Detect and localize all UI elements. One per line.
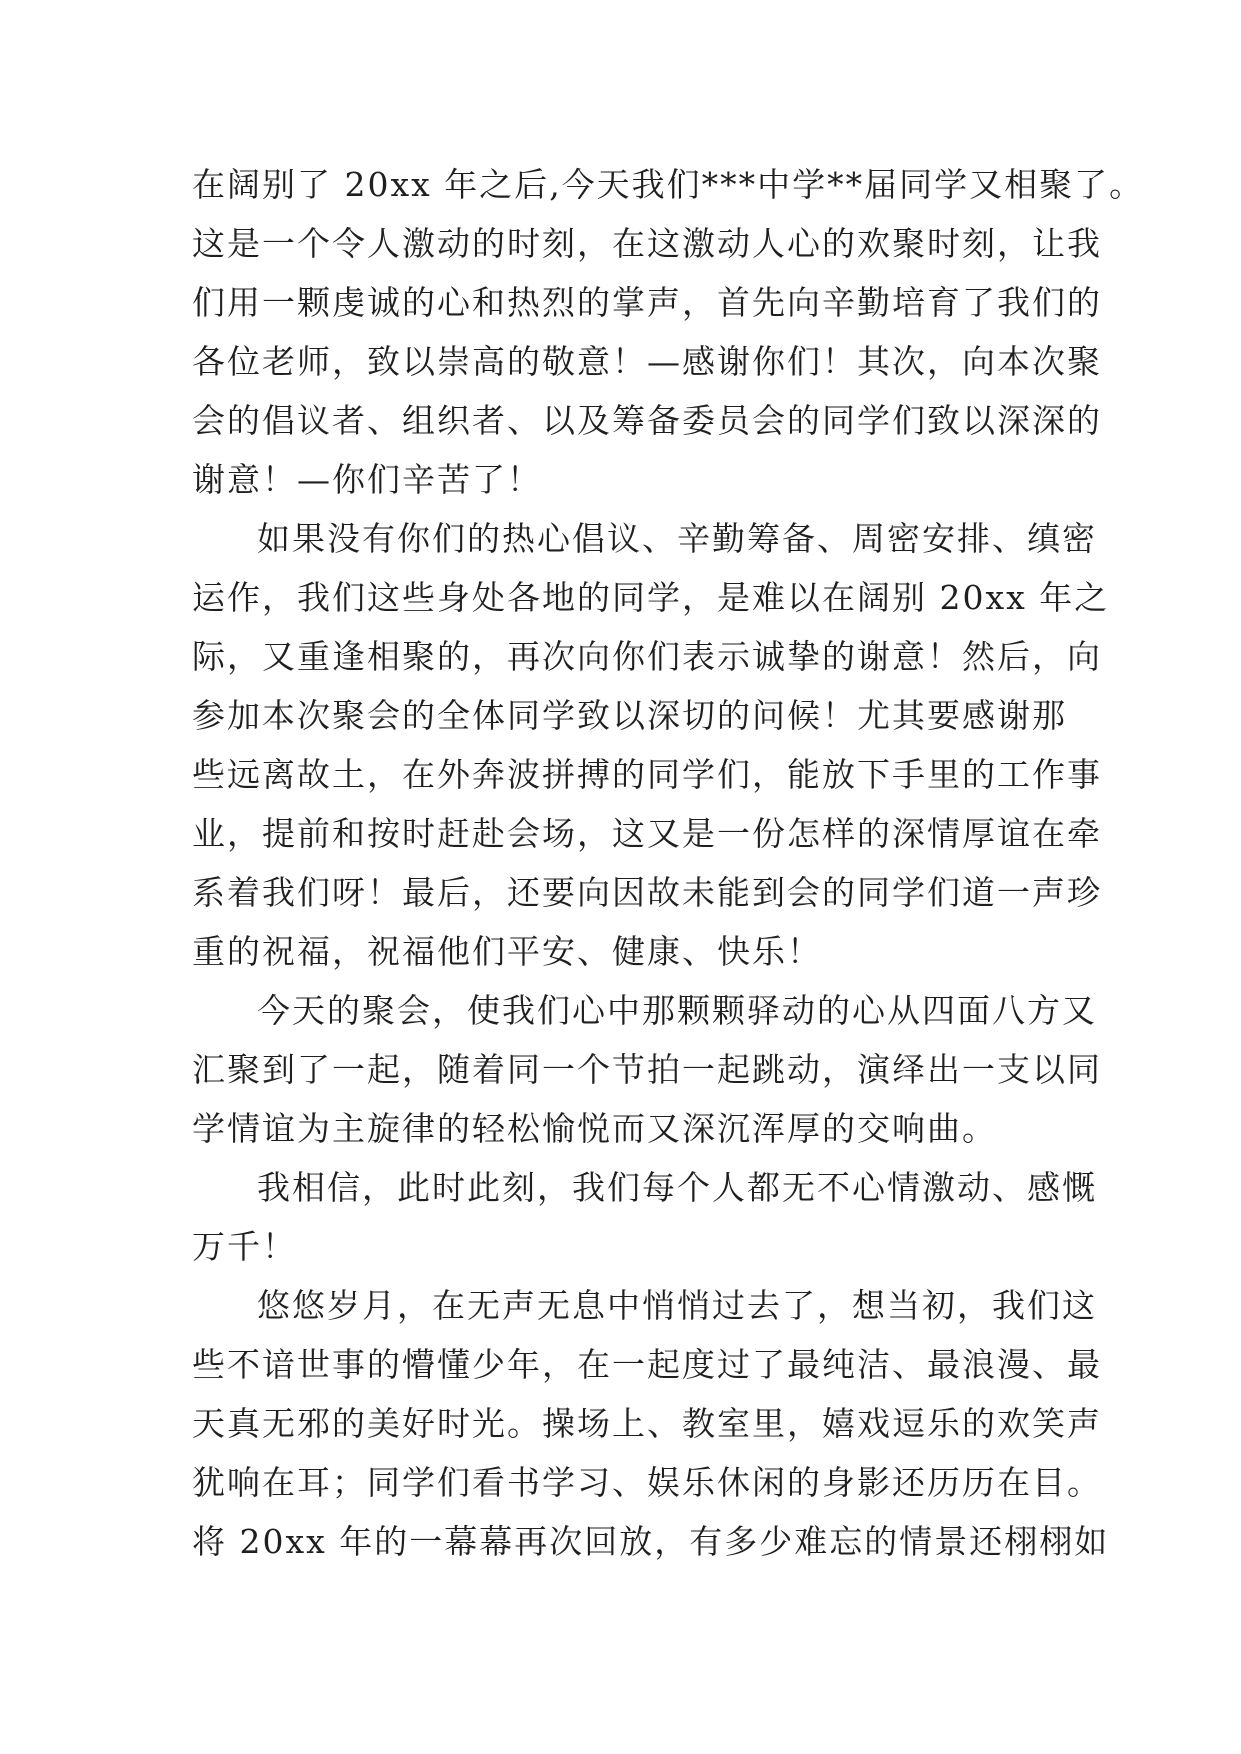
text-line: 各位老师，致以崇高的敬意！—感谢你们！其次，向本次聚 bbox=[192, 342, 1102, 381]
text-line: 在阔别了 20xx 年之后,今天我们***中学**届同学又相聚了。 bbox=[192, 165, 1145, 204]
text-line: 业，提前和按时赶赴会场，这又是一份怎样的深情厚谊在牵 bbox=[192, 814, 1102, 853]
text-line: 际，又重逢相聚的，再次向你们表示诚挚的谢意！然后，向 bbox=[192, 637, 1102, 676]
text-line: 会的倡议者、组织者、以及筹备委员会的同学们致以深深的 bbox=[192, 401, 1102, 440]
text-line: 重的祝福，祝福他们平安、健康、快乐！ bbox=[192, 932, 822, 971]
text-line: 这是一个令人激动的时刻，在这激动人心的欢聚时刻，让我 bbox=[192, 224, 1102, 263]
text-line: 今天的聚会，使我们心中那颗颗驿动的心从四面八方又 bbox=[257, 991, 1097, 1030]
text-line: 悠悠岁月，在无声无息中悄悄过去了，想当初，我们这 bbox=[257, 1286, 1097, 1325]
text-line: 万千！ bbox=[192, 1227, 297, 1266]
text-line: 运作，我们这些身处各地的同学，是难以在阔别 20xx 年之 bbox=[192, 578, 1110, 617]
text-line: 系着我们呀！最后，还要向因故未能到会的同学们道一声珍 bbox=[192, 873, 1102, 912]
text-line: 参加本次聚会的全体同学致以深切的问候！尤其要感谢那 bbox=[192, 696, 1067, 735]
text-line: 些远离故土，在外奔波拼搏的同学们，能放下手里的工作事 bbox=[192, 755, 1102, 794]
text-line: 如果没有你们的热心倡议、辛勤筹备、周密安排、缜密 bbox=[257, 519, 1097, 558]
text-line: 我相信，此时此刻，我们每个人都无不心情激动、感慨 bbox=[257, 1168, 1097, 1207]
text-line: 将 20xx 年的一幕幕再次回放，有多少难忘的情景还栩栩如 bbox=[192, 1522, 1110, 1561]
text-line: 学情谊为主旋律的轻松愉悦而又深沉浑厚的交响曲。 bbox=[192, 1109, 997, 1148]
text-line: 谢意！—你们辛苦了！ bbox=[192, 460, 542, 499]
text-line: 们用一颗虔诚的心和热烈的掌声，首先向辛勤培育了我们的 bbox=[192, 283, 1102, 322]
text-line: 些不谙世事的懵懂少年，在一起度过了最纯洁、最浪漫、最 bbox=[192, 1345, 1102, 1384]
text-line: 天真无邪的美好时光。操场上、教室里，嬉戏逗乐的欢笑声 bbox=[192, 1404, 1102, 1443]
text-line: 犹响在耳；同学们看书学习、娱乐休闲的身影还历历在目。 bbox=[192, 1463, 1102, 1502]
text-line: 汇聚到了一起，随着同一个节拍一起跳动，演绎出一支以同 bbox=[192, 1050, 1102, 1089]
